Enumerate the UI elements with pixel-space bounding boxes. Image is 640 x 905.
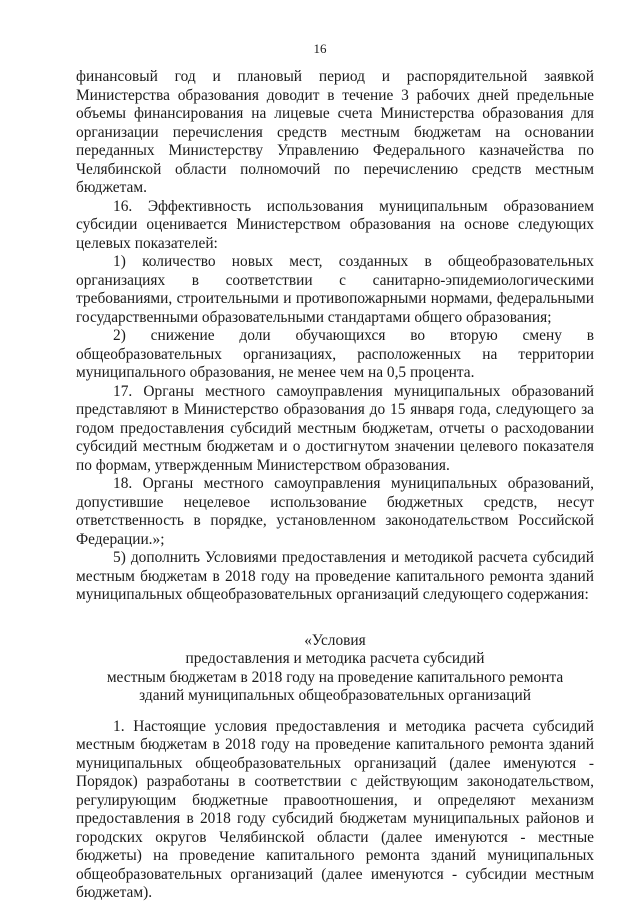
paragraph: финансовый год и плановый период и распорядительной заявкой Министерства образования доводит в течение 3 рабочих дней предельные объемы финансирования на лицевые счета Министерства образования для организации перечисления средств местным бюджетам на основании переданных Министерству Управлению Федерального казначейства по Челябинской области полномочий по перечислению средств местным бюджетам. <box>76 68 594 196</box>
paragraph: 5) дополнить Условиями предоставления и методикой расчета субсидий местным бюджетам в 2018 году на проведение капитального ремонта зданий муниципальных общеобразовательных организаций следующего содержания: <box>76 549 594 603</box>
paragraph: 16. Эффективность использования муниципальным образованием субсидии оценивается Министерством образования на основе следующих целевых показателей: <box>76 197 594 252</box>
heading-line: предоставления и методика расчета субсидий <box>185 650 485 667</box>
paragraph: 2) снижение доли обучающихся во вторую смену в общеобразовательных организациях, расположенных на территории муниципального образования, не менее чем на 0,5 процента. <box>76 327 594 381</box>
paragraph: 1. Настоящие условия предоставления и методика расчета субсидий местным бюджетам в 2018 году на проведение капитального ремонта зданий муниципальных общеобразовательных организаций (далее именуются - Порядок) разработаны в соответствии с действующим законодательством, регулирующим бюджетные правоотношения, и определяют механизм предоставления в 2018 году субсидий бюджетам муниципальных районов и городских округов Челябинской области (далее именуются - местные бюджеты) на проведение капитального ремонта зданий муниципальных общеобразовательных организаций (далее именуются - субсидии местным бюджетам). <box>76 717 594 901</box>
heading-line: «Условия <box>304 631 366 649</box>
page-number: 16 <box>313 41 327 56</box>
section-heading <box>76 632 594 706</box>
paragraph: 17. Органы местного самоуправления муниципальных образований представляют в Министерство образования до 15 января года, следующего за годом предоставления субсидий местным бюджетам, отчеты о расходовании субсидий местным бюджетам и о достигнутом значении целевого показателя по формам, утвержденным Министерством образования. <box>76 382 594 474</box>
paragraph: 18. Органы местного самоуправления муниципальных образований, допустившие нецелевое использование бюджетных средств, несут ответственность в порядке, установленном законодательством Российской Федерации.»; <box>76 475 594 548</box>
paragraph: 1) количество новых мест, созданных в общеобразовательных организациях в соответствии с санитарно-эпидемиологическими требованиями, строительными и противопожарными нормами, федеральными государственными образовательными стандартами общего образования; <box>76 253 594 326</box>
heading-line: местным бюджетам в 2018 году на проведение капитального ремонта <box>106 668 564 686</box>
heading-line: зданий муниципальных общеобразовательных организаций <box>139 687 531 704</box>
document-body <box>76 68 594 903</box>
